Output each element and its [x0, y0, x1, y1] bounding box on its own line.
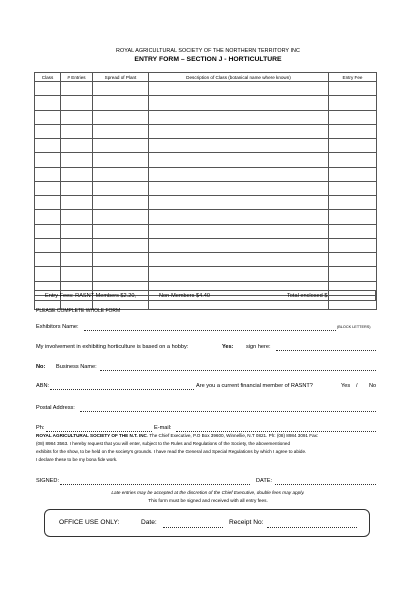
declaration-line-3: exhibits for the show, to be held on the society's grounds. I have read the General and Special Regulations by which I agree to abide. [36, 449, 307, 454]
table-row [35, 82, 377, 96]
late-entries-note: Late entries may be accepted at the discretion of the Chief Executive, double fees may apply. [111, 490, 305, 495]
table-cell[interactable] [93, 181, 149, 195]
member-no-option[interactable]: No [369, 383, 377, 389]
signed-label: SIGNED: [36, 478, 60, 484]
member-yes-option[interactable]: Yes [341, 383, 351, 389]
table-cell[interactable] [149, 196, 329, 210]
table-cell[interactable] [149, 253, 329, 267]
table-cell[interactable] [329, 253, 377, 267]
table-cell[interactable] [61, 167, 93, 181]
table-cell[interactable] [329, 224, 377, 238]
table-row [35, 153, 377, 167]
table-cell[interactable] [149, 181, 329, 195]
exhibitors-name-field[interactable] [84, 330, 336, 331]
declaration-line-1: . The Chief Executive, P.O Box 39600, Winnellie, N.T 0821. Ph: (08) 8984 3091 Fax: [146, 433, 319, 438]
table-cell[interactable] [149, 210, 329, 224]
table-cell[interactable] [35, 267, 61, 281]
table-cell[interactable] [149, 110, 329, 124]
table-row [35, 224, 377, 238]
hobby-yes-label: Yes: [222, 344, 234, 350]
table-cell[interactable] [149, 153, 329, 167]
declaration-line-2: (08) 8984 3563. I hereby request that you will enter, subject to the Rules and Regulations of the Society, the abovementioned [36, 441, 291, 446]
table-cell[interactable] [329, 96, 377, 110]
table-cell[interactable] [61, 124, 93, 138]
organisation-name: ROYAL AGRICULTURAL SOCIETY OF THE NORTHERN TERRITORY INC [116, 48, 300, 54]
table-row [35, 253, 377, 267]
table-row [35, 96, 377, 110]
column-header-class: Class [35, 73, 61, 82]
table-row [35, 210, 377, 224]
column-header-spread: Spread of Plant [93, 73, 149, 82]
table-row [35, 196, 377, 210]
table-cell[interactable] [35, 153, 61, 167]
hobby-signature-field[interactable] [276, 350, 376, 351]
abn-field[interactable] [50, 389, 194, 390]
business-name-label: Business Name: [56, 364, 97, 370]
hobby-no-label: No: [36, 364, 46, 370]
table-row [35, 238, 377, 252]
block-letters-note: (BLOCK LETTERS) [337, 325, 371, 329]
receipt-no-field[interactable] [267, 527, 357, 528]
table-row [35, 267, 377, 281]
table-cell[interactable] [35, 139, 61, 153]
table-cell[interactable] [35, 224, 61, 238]
declaration-text [36, 432, 380, 464]
table-cell[interactable] [35, 167, 61, 181]
table-cell[interactable] [61, 210, 93, 224]
table-cell[interactable] [93, 224, 149, 238]
column-header-description: Description of Class (botanical name where known) [149, 73, 329, 82]
table-cell[interactable] [149, 238, 329, 252]
receipt-no-label: Receipt No: [229, 519, 264, 526]
table-header-row [35, 73, 377, 82]
table-cell[interactable] [61, 238, 93, 252]
table-cell[interactable] [93, 139, 149, 153]
table-cell[interactable] [329, 167, 377, 181]
fees-row [34, 290, 376, 301]
declaration-line-4: I declare these to be my bona fide work. [36, 457, 118, 462]
table-cell[interactable] [35, 181, 61, 195]
sign-here-label: sign here: [246, 344, 271, 350]
table-cell[interactable] [329, 210, 377, 224]
table-cell[interactable] [61, 253, 93, 267]
table-cell[interactable] [61, 139, 93, 153]
column-header-entries: # Entries [61, 73, 93, 82]
hobby-question: My involvement in exhibiting horticulture is based on a hobby: [36, 344, 189, 350]
postal-address-label: Postal Address: [36, 405, 75, 411]
table-cell[interactable] [35, 210, 61, 224]
exhibitors-name-label: Exhibitors Name: [36, 324, 79, 330]
table-cell[interactable] [61, 96, 93, 110]
table-row [35, 167, 377, 181]
total-enclosed-label: Total enclosed $ [287, 293, 328, 299]
date-field[interactable] [275, 484, 376, 485]
table-cell[interactable] [61, 153, 93, 167]
table-cell[interactable] [93, 82, 149, 96]
office-date-label: Date: [141, 519, 157, 526]
table-cell[interactable] [35, 124, 61, 138]
business-name-field[interactable] [100, 370, 376, 371]
table-cell[interactable] [93, 153, 149, 167]
form-title: ENTRY FORM – SECTION J - HORTICULTURE [134, 56, 282, 63]
table-cell[interactable] [329, 153, 377, 167]
table-cell[interactable] [149, 167, 329, 181]
office-use-label: OFFICE USE ONLY: [59, 519, 120, 526]
entry-fees-members: Entry Fees: RASNT Members $2.20, [45, 293, 136, 299]
office-use-box [44, 509, 370, 537]
table-cell[interactable] [329, 238, 377, 252]
table-cell[interactable] [35, 238, 61, 252]
table-cell[interactable] [61, 110, 93, 124]
table-cell[interactable] [329, 196, 377, 210]
phone-label: Ph: [36, 425, 45, 431]
table-cell[interactable] [61, 196, 93, 210]
table-cell[interactable] [93, 267, 149, 281]
entries-table [34, 72, 377, 310]
table-cell[interactable] [61, 267, 93, 281]
table-cell[interactable] [61, 82, 93, 96]
postal-address-field[interactable] [80, 411, 376, 412]
table-cell[interactable] [149, 124, 329, 138]
table-cell[interactable] [329, 110, 377, 124]
abn-label: ABN: [36, 383, 50, 389]
table-cell[interactable] [329, 181, 377, 195]
table-cell[interactable] [35, 253, 61, 267]
column-header-entry-fee: Entry Fee [329, 73, 377, 82]
table-cell[interactable] [149, 82, 329, 96]
table-cell[interactable] [61, 181, 93, 195]
table-cell[interactable] [93, 110, 149, 124]
member-question: Are you a current financial member of RASNT? [196, 383, 313, 389]
table-cell[interactable] [93, 210, 149, 224]
table-cell[interactable] [329, 82, 377, 96]
table-cell[interactable] [35, 110, 61, 124]
table-cell[interactable] [329, 267, 377, 281]
table-row [35, 124, 377, 138]
table-cell[interactable] [149, 224, 329, 238]
entries-table-body [35, 82, 377, 310]
table-row [35, 110, 377, 124]
table-cell[interactable] [329, 139, 377, 153]
entry-fees-non-members: Non-Members $4.40 [159, 293, 210, 299]
table-cell[interactable] [35, 82, 61, 96]
sign-requirement-note: This form must be signed and received with all entry fees. [148, 498, 268, 503]
declaration-society-name: ROYAL AGRICULTURAL SOCIETY OF THE N.T. INC [36, 433, 147, 438]
option-separator: / [356, 383, 358, 389]
table-cell[interactable] [329, 124, 377, 138]
date-label: DATE: [256, 478, 273, 484]
table-cell[interactable] [93, 253, 149, 267]
email-label: E-mail: [154, 425, 172, 431]
table-cell[interactable] [93, 96, 149, 110]
table-cell[interactable] [35, 96, 61, 110]
office-date-field[interactable] [163, 527, 223, 528]
table-cell[interactable] [61, 224, 93, 238]
table-cell[interactable] [149, 267, 329, 281]
signature-field[interactable] [60, 484, 250, 485]
table-cell[interactable] [35, 196, 61, 210]
complete-form-note: PLEASE COMPLETE WHOLE FORM [36, 308, 121, 314]
table-cell[interactable] [149, 139, 329, 153]
table-row [35, 139, 377, 153]
table-cell[interactable] [93, 238, 149, 252]
table-cell[interactable] [93, 196, 149, 210]
table-cell[interactable] [93, 124, 149, 138]
table-cell[interactable] [93, 167, 149, 181]
table-row [35, 181, 377, 195]
table-cell[interactable] [149, 96, 329, 110]
